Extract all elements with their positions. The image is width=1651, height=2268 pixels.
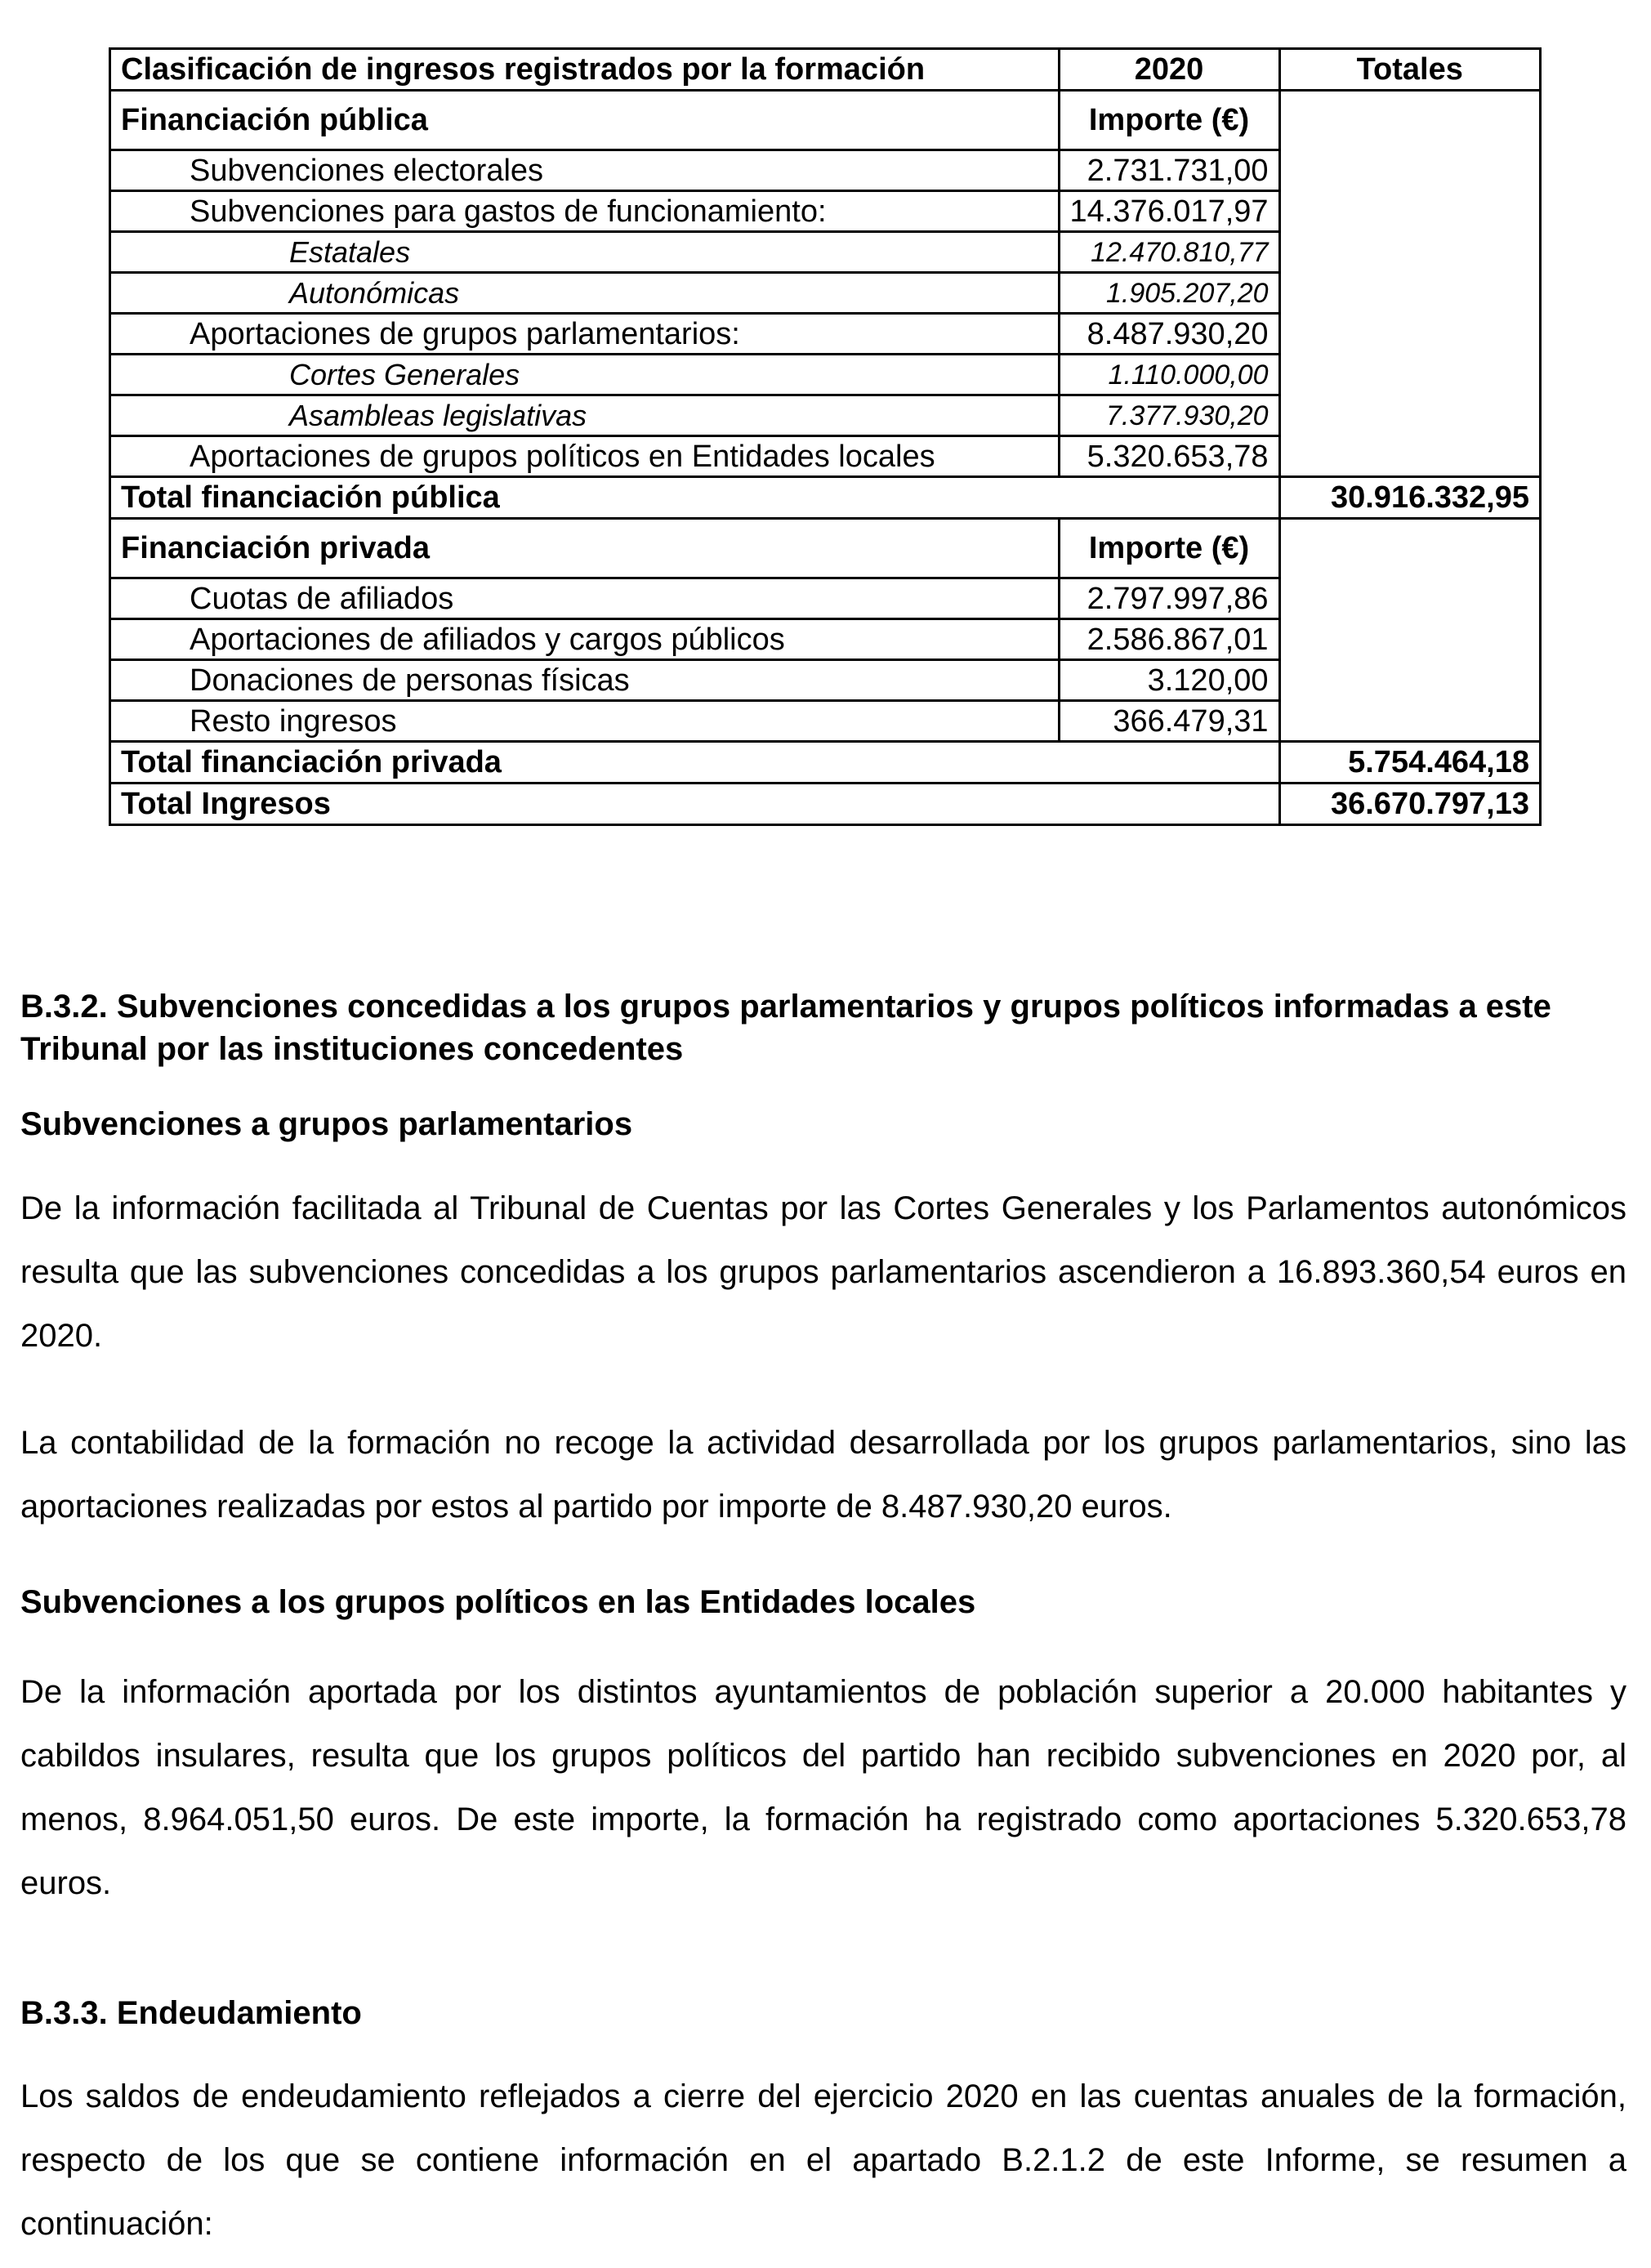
table-row: Donaciones de personas físicas 3.120,00: [110, 660, 1541, 701]
table-header-row: [110, 49, 1541, 91]
debt-paragraph: Los saldos de endeudamiento reflejados a cierre del ejercicio 2020 en las cuentas anuales de la formación, respecto de los que se contiene información en el apartado B.2.1.2 de este Informe, se resumen a continuación:: [20, 2078, 1626, 2242]
public-financing-header-row: [110, 91, 1541, 150]
grand-total-value: 36.670.797,13: [1279, 784, 1540, 825]
parliamentary-paragraph-2: La contabilidad de la formación no recoge la actividad desarrollada por los grupos parlamentarios, sino las aportaciones realizadas por estos al partido por importe de 8.487.930,20 euros.: [20, 1425, 1626, 1525]
header-totals: Totales: [1279, 49, 1540, 91]
private-total-value: 5.754.464,18: [1279, 742, 1540, 784]
private-financing-header-row: [110, 519, 1541, 578]
public-financing-title: Financiación pública: [110, 91, 1060, 150]
public-total-value: 30.916.332,95: [1279, 477, 1540, 519]
table-row: Asambleas legislativas 7.377.930,20: [110, 395, 1541, 436]
table-row: Cuotas de afiliados 2.797.997,86: [110, 578, 1541, 619]
table-row: Aportaciones de afiliados y cargos públicos 2.586.867,01: [110, 619, 1541, 660]
table-row: Cortes Generales 1.110.000,00: [110, 355, 1541, 395]
public-total-label: Total financiación pública: [110, 477, 1280, 519]
income-classification-table: [109, 47, 1542, 826]
parliamentary-groups-heading: Subvenciones a grupos parlamentarios: [20, 1106, 633, 1142]
private-total-label: Total financiación privada: [110, 742, 1280, 784]
private-total-row: [110, 742, 1541, 784]
public-total-row: [110, 477, 1541, 519]
table-row: Resto ingresos 366.479,31: [110, 701, 1541, 742]
table-row: Autonómicas 1.905.207,20: [110, 273, 1541, 314]
header-classification: Clasificación de ingresos registrados por la formación: [110, 49, 1060, 91]
private-financing-title: Financiación privada: [110, 519, 1060, 578]
public-totals-empty-cell: [1279, 91, 1540, 477]
table-row: Estatales 12.470.810,77: [110, 232, 1541, 273]
header-year: 2020: [1059, 49, 1279, 91]
public-amount-header: Importe (€): [1059, 91, 1279, 150]
table-row: Subvenciones para gastos de funcionamiento: 14.376.017,97: [110, 191, 1541, 232]
section-b333-heading: B.3.3. Endeudamiento: [20, 1995, 362, 2031]
local-entities-paragraph: De la información aportada por los distintos ayuntamientos de población superior a 20.000 habitantes y cabildos insulares, resulta que los grupos políticos del partido han recibido subvenciones en 2020 por, al menos, 8.964.051,50 euros. De este importe, la formación ha registrado como aportaciones 5.320.653,78 euros.: [20, 1674, 1626, 1901]
local-entities-heading: Subvenciones a los grupos políticos en las Entidades locales: [20, 1584, 976, 1620]
private-amount-header: Importe (€): [1059, 519, 1279, 578]
section-b332-heading: B.3.2. Subvenciones concedidas a los grupos parlamentarios y grupos políticos informadas a este Tribunal por las instituciones concedentes: [20, 989, 1551, 1067]
table-row: Subvenciones electorales 2.731.731,00: [110, 150, 1541, 191]
parliamentary-paragraph-1: De la información facilitada al Tribunal de Cuentas por las Cortes Generales y los Parlamentos autonómicos resulta que las subvenciones concedidas a los grupos parlamentarios ascendieron a 16.893.360,54 euros en 2020.: [20, 1190, 1626, 1354]
table-row: Aportaciones de grupos políticos en Entidades locales 5.320.653,78: [110, 436, 1541, 477]
table-row: Aportaciones de grupos parlamentarios: 8.487.930,20: [110, 314, 1541, 355]
grand-total-row: [110, 784, 1541, 825]
grand-total-label: Total Ingresos: [110, 784, 1280, 825]
private-totals-empty-cell: [1279, 519, 1540, 742]
